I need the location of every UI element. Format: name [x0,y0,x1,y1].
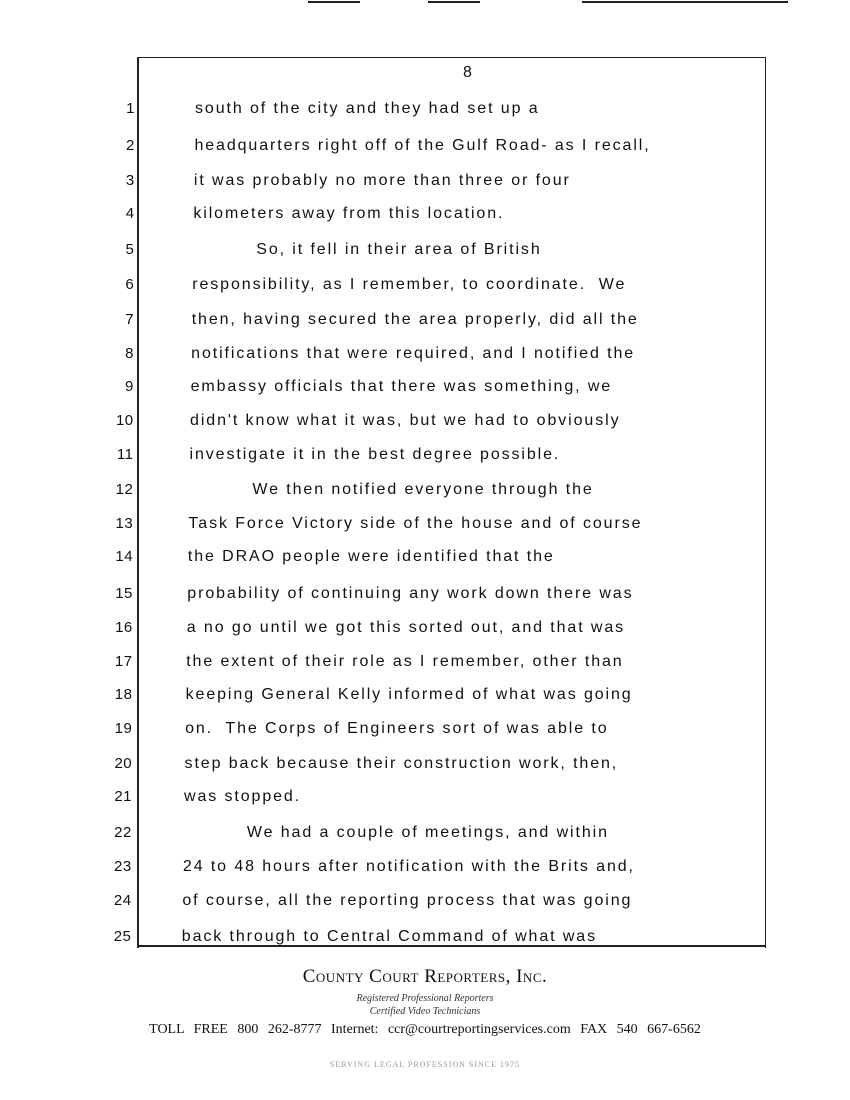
line-number: 24 [113,892,132,909]
line-number: 14 [115,548,134,565]
transcript-line: step back because their construction work, then, [184,755,619,772]
transcript-line: on. The Corps of Engineers sort of was able to [185,720,609,737]
line-number: 22 [114,824,132,841]
transcript-line: We then notified everyone through the [188,481,594,498]
transcript-line: of course, all the reporting process that was going [182,892,633,909]
line-number: 2 [126,137,135,154]
line-number: 18 [114,686,133,703]
transcript-line: keeping General Kelly informed of what was going [185,686,633,703]
transcript-line: back through to Central Command of what was [181,928,597,945]
line-number: 11 [116,446,134,463]
line-number: 13 [115,515,134,532]
contact-info: TOLL FREE 800 262-8777 Internet: ccr@courtreportingservices.com FAX 540 667-6562 [149,1022,701,1037]
transcript-line: was stopped. [184,788,302,805]
transcript-line: notifications that were required, and I notified the [191,345,636,362]
line-number: 20 [114,755,133,772]
transcript-line: didn't know what it was, but we had to obviously [190,412,621,429]
transcript-line: responsibility, as I remember, to coordinate. We [192,276,627,293]
top-mark [582,1,788,3]
line-number: 19 [114,720,133,737]
line-number: 23 [114,858,132,875]
transcript-line: south of the city and they had set up a [195,100,540,117]
line-number: 9 [124,378,134,395]
page-number: 8 [463,64,472,81]
transcript-line: So, it fell in their area of British [192,241,542,258]
top-mark [308,1,360,3]
transcript-line: investigate it in the best degree possible. [189,446,561,463]
company-subtitle-1: Registered Professional Reporters [356,993,494,1004]
tagline: SERVING LEGAL PROFESSION SINCE 1975 [329,1060,521,1069]
transcript-line: the DRAO people were identified that the [187,548,555,565]
company-name: County Court Reporters, Inc. [302,966,548,987]
line-number: 12 [115,481,134,498]
transcript-line: a no go until we got this sorted out, and that was [186,619,626,636]
transcript-line: embassy officials that there was something, we [190,378,613,395]
transcript-line: headquarters right off of the Gulf Road- as I recall, [194,137,651,154]
line-number: 15 [115,585,133,602]
transcript-line: We had a couple of meetings, and within [183,824,609,841]
line-number: 25 [113,928,132,945]
transcript-line: Task Force Victory side of the house and of course [188,515,643,532]
transcript-line: probability of continuing any work down there was [187,585,634,602]
line-number: 17 [114,653,133,670]
transcript-line: 24 to 48 hours after notification with the Brits and, [182,858,635,875]
transcript-line: kilometers away from this location. [193,205,505,222]
line-number: 6 [125,276,135,293]
transcript-frame [137,57,766,948]
line-number: 4 [125,205,135,222]
line-number: 21 [114,788,132,805]
company-subtitle-2: Certified Video Technicians [369,1006,481,1017]
line-number: 1 [126,100,135,117]
line-number: 5 [125,241,135,258]
line-number: 3 [125,172,135,189]
top-mark [428,1,480,3]
line-number: 8 [125,345,134,362]
line-number: 10 [115,412,134,429]
transcript-line: it was probably no more than three or four [193,172,571,189]
line-number: 7 [125,311,135,328]
line-number: 16 [115,619,133,636]
transcript-line: then, having secured the area properly, did all the [191,311,639,328]
transcript-line: the extent of their role as I remember, other than [186,653,624,670]
